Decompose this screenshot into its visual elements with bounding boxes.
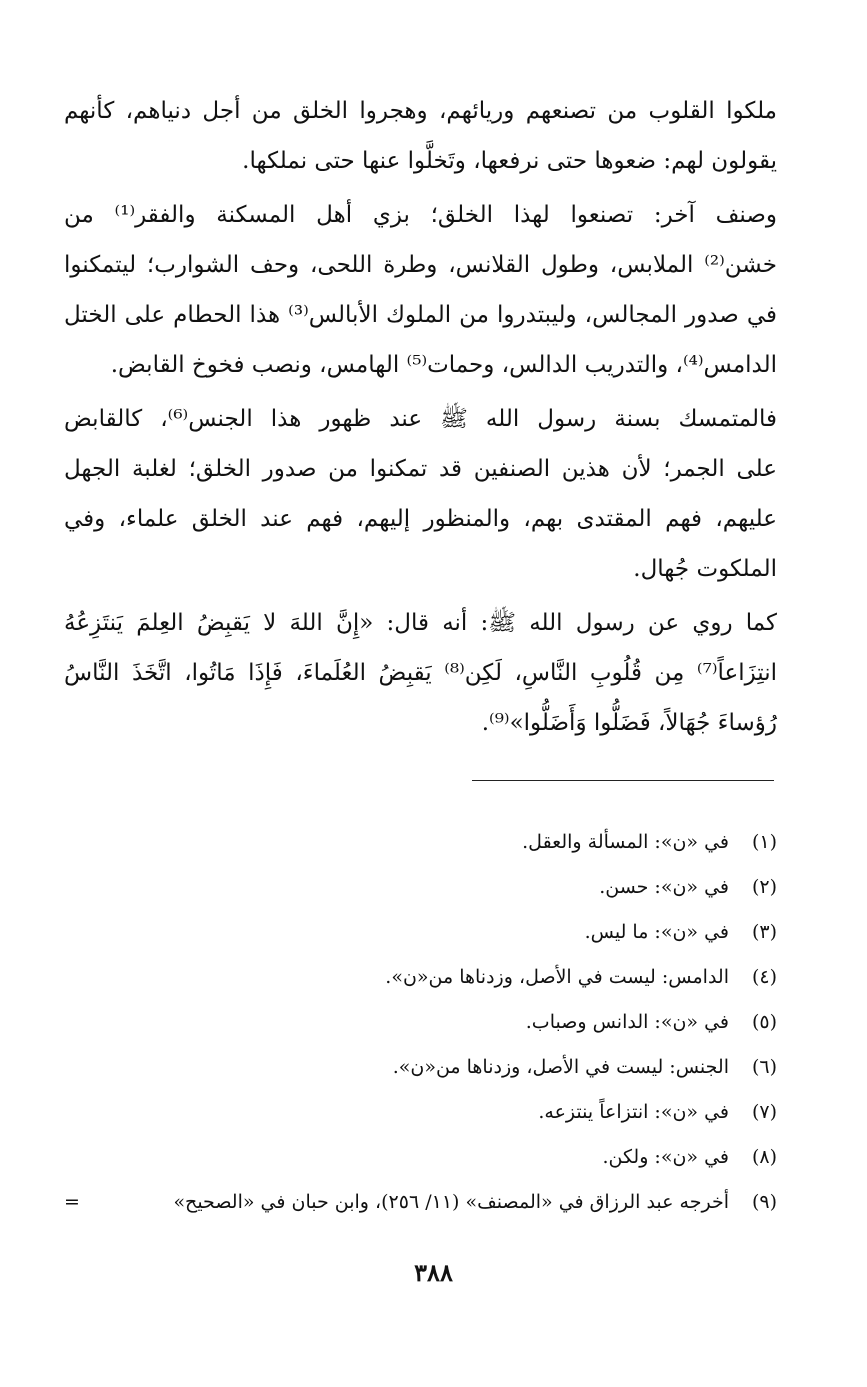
text-line: يقولون لهم: ضعوها حتى نرفعها، وتَخلَّوا عنها حتى نملكها. — [242, 148, 777, 174]
footnote-number: (٦) — [751, 1056, 777, 1078]
paragraph — [64, 598, 777, 748]
footnote-text: في «ن»: ما ليس. — [584, 921, 729, 943]
footnote — [64, 1000, 777, 1045]
text-line: خشن⁽²⁾ الملابس، وطول القلانس، وطرة اللحى، وحف الشوارب؛ ليتمكنوا — [64, 252, 777, 278]
footnote-text: في «ن»: المسألة والعقل. — [522, 831, 729, 853]
footnote-text: أخرجه عبد الرزاق في «المصنف» (١١/ ٢٥٦)، وابن حبان في «الصحيح» — [173, 1191, 729, 1213]
footnote — [64, 1090, 777, 1135]
continuation-mark: = — [64, 1191, 80, 1213]
footnote — [64, 1135, 777, 1180]
footnote-number: (١) — [751, 831, 777, 853]
text-line: كما روي عن رسول الله ﷺ: أنه قال: «إِنَّ اللهَ لا يَقبِضُ العِلمَ يَنتَزِعُهُ — [64, 610, 777, 636]
paragraph — [64, 394, 777, 594]
footnote-number: (٣) — [751, 921, 777, 943]
text-line: الملكوت جُهال. — [633, 556, 777, 582]
paragraph — [64, 86, 777, 186]
footnote-text: في «ن»: ولكن. — [602, 1146, 729, 1168]
footnote-separator — [472, 780, 774, 781]
footnote — [64, 1045, 777, 1090]
footnote-text: في «ن»: حسن. — [599, 876, 729, 898]
footnotes — [64, 820, 777, 1225]
footnote-text: في «ن»: انتزاعاً ينتزعه. — [538, 1101, 729, 1123]
footnote-number: (٧) — [751, 1101, 777, 1123]
paragraph — [64, 190, 777, 390]
footnote-text: الجنس: ليست في الأصل، وزدناها من«ن». — [392, 1056, 729, 1078]
footnote-text: الدامس: ليست في الأصل، وزدناها من«ن». — [385, 966, 729, 988]
footnote-number: (٢) — [751, 876, 777, 898]
text-line: فالمتمسك بسنة رسول الله ﷺ عند ظهور هذا الجنس⁽⁶⁾، كالقابض — [64, 406, 777, 432]
footnote — [64, 910, 777, 955]
main-text — [64, 86, 777, 752]
text-line: رُؤساءَ جُهَالاً، فَضَلُّوا وَأَضَلُّوا»⁽⁹⁾. — [481, 710, 777, 736]
footnote — [64, 1180, 777, 1225]
text-line: ملكوا القلوب من تصنعهم وريائهم، وهجروا الخلق من أجل دنياهم، كأنهم — [64, 98, 777, 124]
footnote-number: (٥) — [751, 1011, 777, 1033]
text-line: على الجمر؛ لأن هذين الصنفين قد تمكنوا من صدور الخلق؛ لغلبة الجهل — [64, 456, 777, 482]
footnote-text: في «ن»: الدانس وصباب. — [525, 1011, 729, 1033]
text-line: انتِزَاعاً⁽⁷⁾ مِن قُلُوبِ النَّاسِ، لَكِن⁽⁸⁾ يَقبِضُ العُلَماءَ، فَإِذَا مَاتُوا، اتَّخَذَ النَّاسُ — [64, 660, 778, 686]
page-number: ٣٨٨ — [414, 1258, 453, 1287]
footnote — [64, 955, 777, 1000]
text-line: عليهم، فهم المقتدى بهم، والمنظور إليهم، فهم عند الخلق علماء، وفي — [64, 506, 777, 532]
footnote-number: (٩) — [751, 1191, 777, 1213]
footnote-number: (٤) — [751, 966, 777, 988]
footnote — [64, 865, 777, 910]
footnote-number: (٨) — [751, 1146, 777, 1168]
text-line: الدامس⁽⁴⁾، والتدريب الدالس، وحمات⁽⁵⁾ الهامس، ونصب فخوخ القابض. — [110, 352, 777, 378]
footnote — [64, 820, 777, 865]
text-line: في صدور المجالس، وليبتدروا من الملوك الأبالس⁽³⁾ هذا الحطام على الختل — [64, 302, 777, 328]
text-line: وصنف آخر: تصنعوا لهذا الخلق؛ بزي أهل المسكنة والفقر⁽¹⁾ من — [64, 202, 777, 228]
